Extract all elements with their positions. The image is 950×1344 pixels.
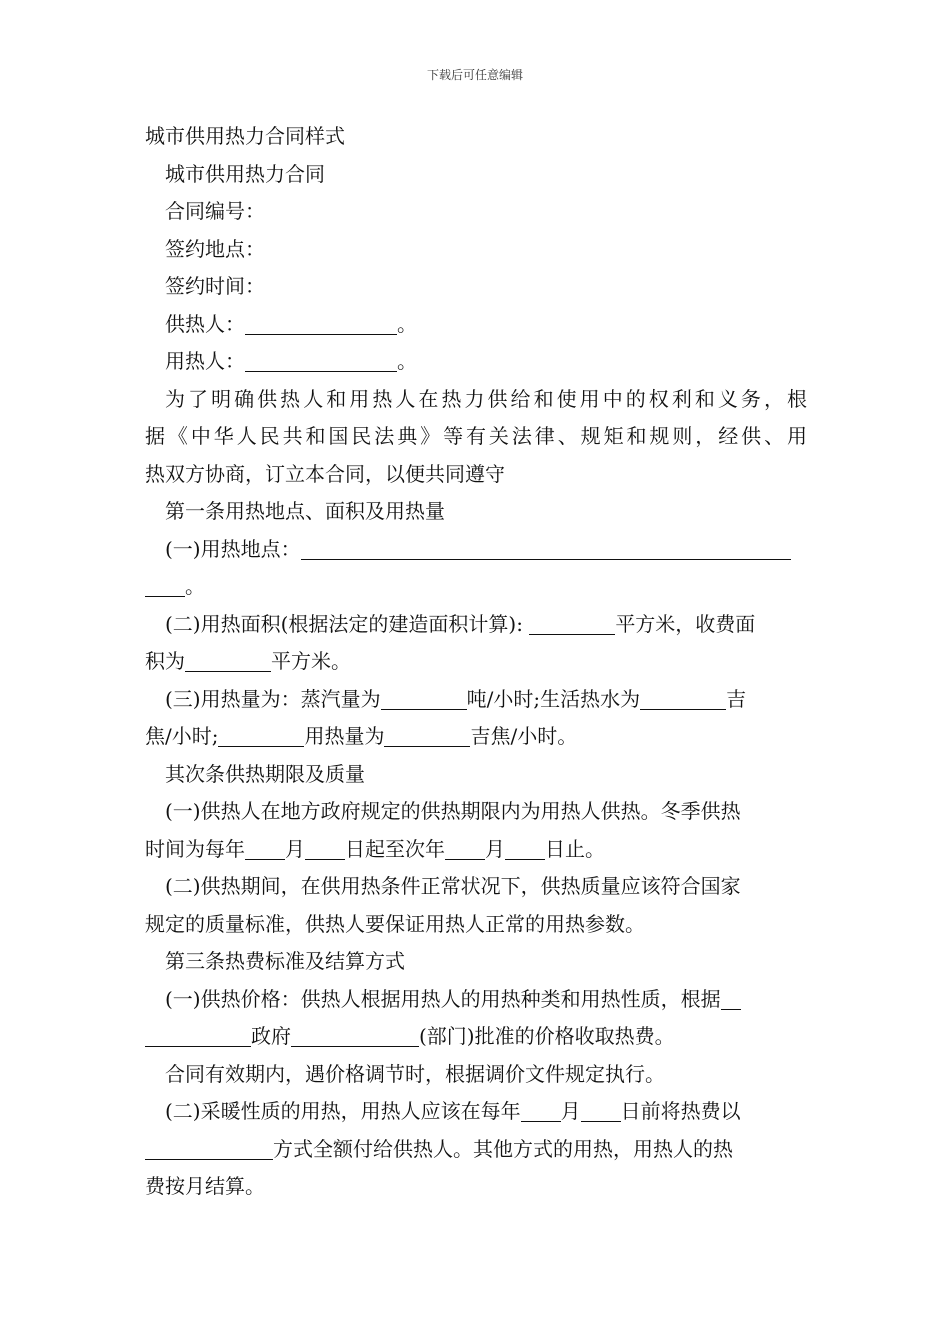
heating-amount-line-cont: 焦/小时; 用热量为 吉焦/小时。: [145, 724, 578, 748]
heating-amount-line: (三)用热量为：蒸汽量为 吨/小时;生活热水为 吉: [165, 686, 747, 711]
payment-line-end: 费按月结算。: [145, 1174, 265, 1198]
heating-location-line-cont: 。: [145, 568, 807, 606]
end-day-blank: [505, 837, 545, 860]
heating-location-blank: [145, 574, 185, 597]
end-month-blank: [445, 837, 485, 860]
government-blank: [721, 987, 741, 1010]
government-blank: [145, 1024, 251, 1047]
supplier-line: 供热人： 。: [165, 311, 417, 336]
payment-day-blank: [581, 1099, 621, 1122]
heating-location-blank: [301, 537, 791, 560]
user-label: 用热人：: [165, 349, 245, 373]
charged-area-blank: [185, 649, 271, 672]
preamble-line: 据《中华人民共和国民法典》等有关法律、规矩和规则，经供、用: [145, 424, 807, 448]
page-header: 下载后可任意编辑: [426, 68, 523, 82]
contract-body: [145, 118, 807, 1206]
supplier-blank: [245, 312, 397, 335]
hot-water-blank: [640, 687, 726, 710]
user-line: 用热人： 。: [165, 349, 417, 373]
department-blank: [291, 1024, 419, 1047]
heat-type-blank: [218, 724, 304, 747]
payment-method-blank: [145, 1137, 273, 1160]
sign-place-label: 签约地点：: [165, 236, 265, 261]
start-month-blank: [245, 837, 285, 860]
article-2-title: 其次条供热期限及质量: [165, 761, 365, 786]
heating-area-line: (二)用热面积(根据法定的建造面积计算): 平方米，收费面: [165, 611, 756, 636]
heat-amount-blank: [384, 724, 470, 747]
payment-month-blank: [521, 1099, 561, 1122]
price-adjustment-line: 合同有效期内，遇价格调节时，根据调价文件规定执行。: [165, 1061, 665, 1086]
article-3-title: 第三条热费标准及结算方式: [165, 949, 405, 973]
contract-number-label: 合同编号：: [165, 199, 265, 223]
heating-price-line: (一)供热价格：供热人根据用热人的用热种类和用热性质，根据: [145, 981, 807, 1019]
heating-period-line: (一)供热人在地方政府规定的供热期限内为用热人供热。冬季供热: [165, 799, 741, 823]
charged-area-line: 积为 平方米。: [145, 649, 351, 673]
heating-location-line: (一)用热地点：: [145, 531, 807, 569]
payment-line-cont: 方式全额付给供热人。其他方式的用热，用热人的热: [145, 1131, 807, 1169]
article-1-title: 第一条用热地点、面积及用热量: [165, 499, 445, 523]
document-heading: 城市供用热力合同样式: [145, 124, 345, 148]
supplier-label: 供热人：: [165, 311, 245, 336]
preamble-line: 为了明确供热人和用热人在热力供给和使用中的权利和义务，根: [165, 386, 807, 411]
heating-quality-line: (二)供热期间，在供用热条件正常状况下，供热质量应该符合国家: [165, 874, 741, 898]
start-day-blank: [305, 837, 345, 860]
payment-line: (二)采暖性质的用热，用热人应该在每年 月 日前将热费以: [165, 1099, 741, 1123]
heating-quality-line: 规定的质量标准，供热人要保证用热人正常的用热参数。: [145, 911, 645, 936]
preamble-line: 热双方协商，订立本合同，以便共同遵守: [145, 461, 505, 486]
contract-title: 城市供用热力合同: [165, 161, 325, 186]
sign-time-label: 签约时间：: [165, 274, 265, 298]
heating-price-line-cont: 政府 (部门)批准的价格收取热费。: [145, 1018, 807, 1056]
heating-period-line-cont: 时间为每年 月 日起至次年 月 日止。: [145, 836, 605, 861]
heating-area-blank: [529, 612, 615, 635]
steam-amount-blank: [381, 687, 467, 710]
user-blank: [245, 349, 397, 372]
